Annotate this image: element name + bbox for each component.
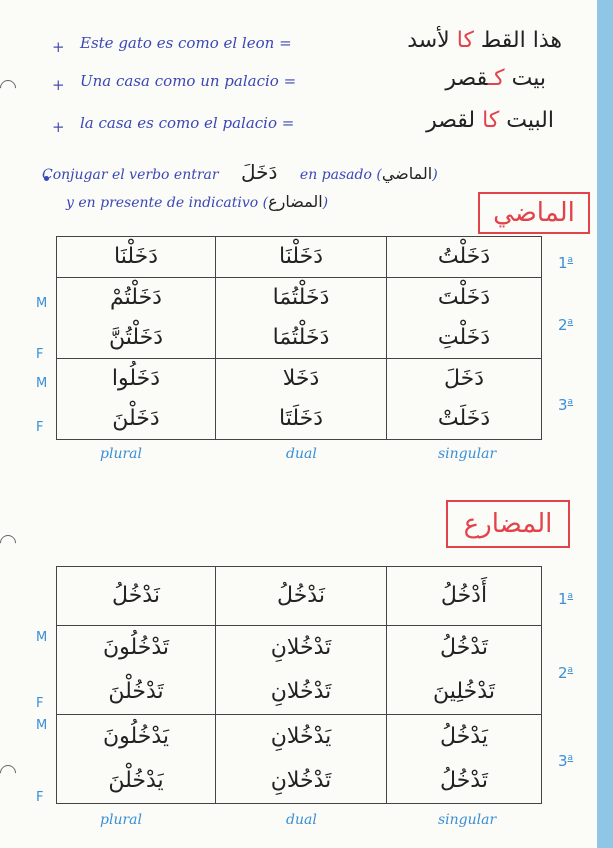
plural-cell: تَدْخُلُونَ xyxy=(102,635,170,660)
masculine-label: M xyxy=(36,376,48,391)
masculine-label: M xyxy=(36,718,48,733)
past-tense-heading: الماضي xyxy=(478,192,590,234)
present-tense-heading: المضارع xyxy=(446,500,570,548)
verb: دَخَلَ xyxy=(241,160,278,184)
instruction-line: Conjugar el verbo entrar دَخَلَ en pasado (الماضي) xyxy=(42,160,438,184)
singular-cell: أَدْخُلُ xyxy=(440,583,488,608)
table-row xyxy=(57,278,542,359)
singular-cell: دَخَلْتِ xyxy=(437,325,491,350)
past-tense-table xyxy=(56,236,542,440)
dual-cell: دَخَلْتُمَا xyxy=(272,325,330,350)
singular-footer: singular xyxy=(438,446,497,462)
table-row xyxy=(57,626,542,715)
dual-cell: يَدْخُلانِ xyxy=(270,724,332,749)
singular-cell: تَدْخُلِينَ xyxy=(433,679,495,704)
binder-hole xyxy=(0,762,19,785)
arabic-sentence: البيت كا لقصر xyxy=(426,108,554,133)
binder-hole xyxy=(0,532,19,555)
present-tense-table xyxy=(56,566,542,804)
singular-footer: singular xyxy=(438,812,497,828)
singular-cell: دَخَلَتْ xyxy=(437,406,491,431)
person-label: 1$^a$ xyxy=(558,590,574,608)
table-row xyxy=(57,567,542,626)
plural-cell: يَدْخُلْنَ xyxy=(108,768,164,793)
dual-cell: نَدْخُلُ xyxy=(277,583,325,608)
spanish-sentence: Una casa como un palacio = xyxy=(80,72,297,90)
masculine-label: M xyxy=(36,630,48,645)
person-label: 2$^a$ xyxy=(558,316,574,334)
singular-cell: تَدْخُلُ xyxy=(440,635,488,660)
arabic-sentence: بيت كـقصر xyxy=(445,66,546,91)
person-label: 1$^a$ xyxy=(558,254,574,272)
dual-cell: تَدْخُلانِ xyxy=(270,679,332,704)
table-row xyxy=(57,237,542,278)
table-row xyxy=(57,715,542,804)
spanish-sentence: Este gato es como el leon = xyxy=(80,34,292,52)
notebook-edge xyxy=(597,0,613,848)
example-row xyxy=(44,28,590,60)
singular-cell: دَخَلَ xyxy=(443,366,485,391)
example-row xyxy=(44,66,590,98)
feminine-label: F xyxy=(36,347,44,362)
arabic-sentence: هذا القط كا لأسد xyxy=(407,28,562,53)
plural-cell: دَخَلْنَ xyxy=(112,406,160,431)
spanish-sentence: la casa es como el palacio = xyxy=(80,114,295,132)
plural-cell: دَخَلُوا xyxy=(111,366,161,391)
dual-footer: dual xyxy=(286,812,317,828)
plural-cell: دَخَلْتُنَّ xyxy=(108,325,164,350)
dual-cell: تَدْخُلانِ xyxy=(270,768,332,793)
feminine-label: F xyxy=(36,696,44,711)
person-label: 3$^a$ xyxy=(558,396,574,414)
person-label: 3$^a$ xyxy=(558,752,574,770)
dual-cell: تَدْخُلانِ xyxy=(270,635,332,660)
masculine-label: M xyxy=(36,296,48,311)
plural-footer: plural xyxy=(100,812,142,828)
example-row xyxy=(44,108,590,140)
plural-cell: دَخَلْتُمْ xyxy=(110,285,162,310)
plural-footer: plural xyxy=(100,446,142,462)
table-row xyxy=(57,359,542,440)
dual-cell: دَخَلْنَا xyxy=(278,244,324,269)
person-label: 2$^a$ xyxy=(558,664,574,682)
feminine-label: F xyxy=(36,420,44,435)
plus-mark: + xyxy=(52,76,65,94)
plus-mark: + xyxy=(52,38,65,56)
singular-cell: تَدْخُلُ xyxy=(440,768,488,793)
singular-cell: دَخَلْتَ xyxy=(437,285,491,310)
plural-cell: يَدْخُلُونَ xyxy=(102,724,170,749)
dual-cell: دَخَلْتُمَا xyxy=(272,285,330,310)
dual-cell: دَخَلا xyxy=(282,366,320,391)
instruction-line: y en presente de indicativo (المضارع) xyxy=(66,192,329,211)
plus-mark: + xyxy=(52,118,65,136)
singular-cell: يَدْخُلُ xyxy=(440,724,488,749)
feminine-label: F xyxy=(36,790,44,805)
binder-hole xyxy=(0,77,19,100)
dual-footer: dual xyxy=(286,446,317,462)
plural-cell: تَدْخُلْنَ xyxy=(108,679,164,704)
plural-cell: نَدْخُلُ xyxy=(112,583,160,608)
plural-cell: دَخَلْنَا xyxy=(113,244,159,269)
dual-cell: دَخَلَتَا xyxy=(278,406,324,431)
singular-cell: دَخَلْتُ xyxy=(437,244,491,269)
